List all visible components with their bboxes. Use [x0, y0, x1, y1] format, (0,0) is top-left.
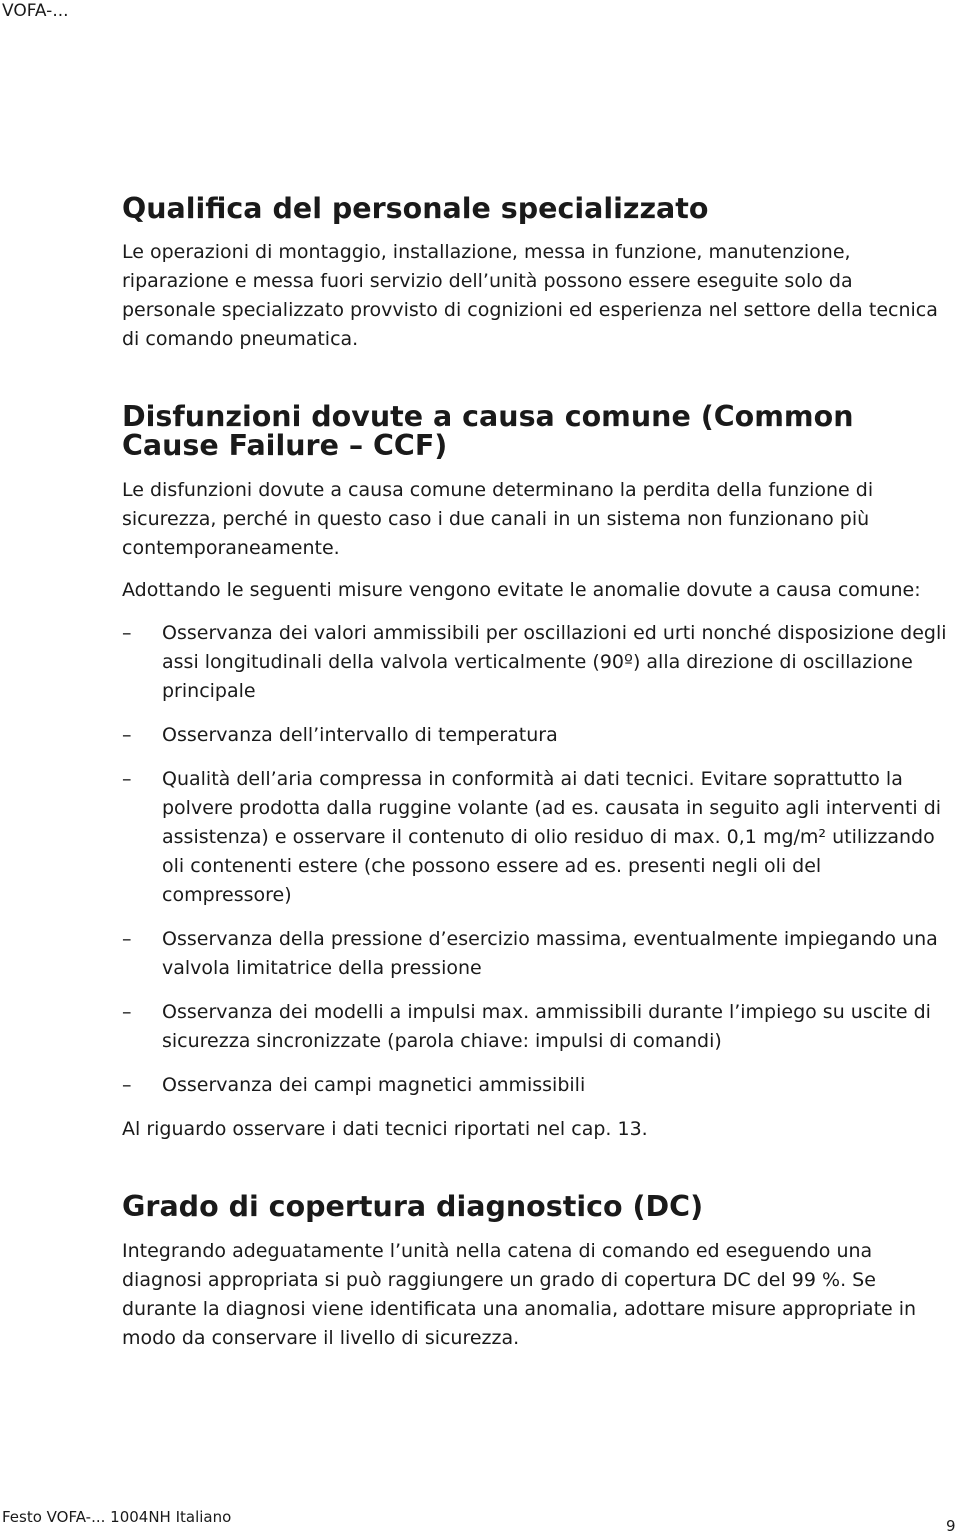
- list-item: [122, 619, 952, 706]
- paragraph-ccf-measures: Adottando le seguenti misure vengono evitate le anomalie dovute a causa comune:: [122, 579, 921, 601]
- section-title-dc: Grado di copertura diagnostico (DC): [122, 1190, 704, 1223]
- section-title-qualifica: Qualifica del personale specializzato: [122, 192, 709, 225]
- list-item: [122, 721, 952, 750]
- ccf-measures-list: [122, 619, 952, 1100]
- paragraph-dc: Integrando adeguatamente l’unità nella catena di comando ed eseguendo una diagnosi appropriata si può raggiungere un grado di copertura DC del 99 %. Se durante la diagnosi viene identificata una anomalia, adottare misure appropriate in modo da conservare il livello di sicurezza.: [122, 1240, 917, 1349]
- list-item: [122, 998, 952, 1056]
- document-body: [122, 194, 952, 1353]
- list-dash: –: [122, 622, 132, 644]
- list-dash: –: [122, 1074, 132, 1096]
- list-item-text: Osservanza dei campi magnetici ammissibili: [162, 1074, 586, 1096]
- footer-document-id: Festo VOFA-... 1004NH Italiano: [2, 1508, 232, 1526]
- list-item: [122, 765, 952, 910]
- list-dash: –: [122, 928, 132, 950]
- paragraph-qualifica: Le operazioni di montaggio, installazione, messa in funzione, manutenzione, riparazione e messa fuori servizio dell’unità possono essere eseguite solo da personale specializzato provvisto di cognizioni ed esperienza nel settore della tecnica di comando pneumatica.: [122, 241, 938, 350]
- list-item-text: Osservanza dei modelli a impulsi max. ammissibili durante l’impiego su uscite di sicurezza sincronizzate (parola chiave: impulsi di comandi): [162, 1001, 931, 1052]
- list-item-text: Osservanza della pressione d’esercizio massima, eventualmente impiegando una valvola limitatrice della pressione: [162, 928, 938, 979]
- page-number: 9: [946, 1517, 956, 1535]
- list-item: [122, 925, 952, 983]
- document-header-label: VOFA-...: [2, 1, 69, 21]
- paragraph-ccf-intro: Le disfunzioni dovute a causa comune determinano la perdita della funzione di sicurezza, perché in questo caso i due canali in un sistema non funzionano più contemporaneamente.: [122, 479, 874, 559]
- list-dash: –: [122, 1001, 132, 1023]
- list-dash: –: [122, 724, 132, 746]
- list-item: [122, 1071, 952, 1100]
- list-item-text: Qualità dell’aria compressa in conformità ai dati tecnici. Evitare soprattutto la polvere prodotta dalla ruggine volante (ad es. causata in seguito agli interventi di assistenza) e osservare il contenuto di olio residuo di max. 0,1 mg/m² utilizzando oli contenenti estere (che possono essere ad es. presenti negli oli del compressore): [162, 768, 942, 906]
- paragraph-ccf-reference: Al riguardo osservare i dati tecnici riportati nel cap. 13.: [122, 1118, 648, 1140]
- section-title-ccf: Disfunzioni dovute a causa comune (Common Cause Failure – CCF): [122, 400, 854, 462]
- list-dash: –: [122, 768, 132, 790]
- list-item-text: Osservanza dei valori ammissibili per oscillazioni ed urti nonché disposizione degli assi longitudinali della valvola verticalmente (90º) alla direzione di oscillazione principale: [162, 622, 947, 702]
- list-item-text: Osservanza dell’intervallo di temperatura: [162, 724, 558, 746]
